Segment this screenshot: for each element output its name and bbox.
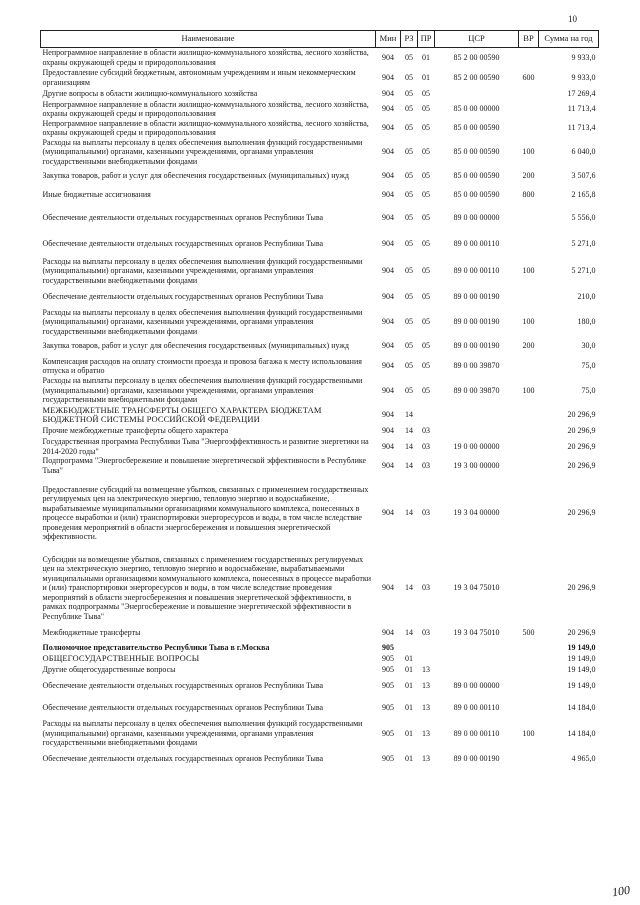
cell-name: Расходы на выплаты персоналу в целях обеспечения выполнения функций государственными (муниципальными) органами, казенными учреждениями, органами управления государственными внебюджетными фондами xyxy=(42,719,363,747)
cell-rz: 05 xyxy=(405,123,413,133)
cell-sum: 3 507,6 xyxy=(571,171,596,181)
cell-vr: 100 xyxy=(522,728,535,738)
cell-sum: 20 296,9 xyxy=(567,460,596,470)
cell-min: 904 xyxy=(382,385,394,395)
cell-vr: 600 xyxy=(522,72,535,82)
cell-sum: 75,0 xyxy=(581,385,596,395)
cell-pr: 05 xyxy=(422,385,430,395)
cell-sum: 210,0 xyxy=(577,291,596,301)
cell-vr xyxy=(519,88,539,100)
cell-name: Обеспечение деятельности отдельных государственных органов Республики Тыва xyxy=(42,212,324,222)
cell-sum: 5 271,0 xyxy=(571,238,596,248)
cell-min: 904 xyxy=(382,190,394,200)
cell-rz: 05 xyxy=(405,53,413,62)
cell-vr: 800 xyxy=(522,190,535,200)
cell-rz: 01 xyxy=(405,681,413,691)
cell-rz: 05 xyxy=(405,238,413,248)
cell-pr: 05 xyxy=(422,341,430,351)
cell-name: Непрограммное направление в области жилищно-коммунального хозяйства, лесного хозяйства, охраны окружающей среды и природопользования xyxy=(42,118,369,137)
cell-name: Компенсация расходов на оплату стоимости проезда и провоза багажа к месту использования отпуска и обратно xyxy=(42,356,362,375)
cell-rz: 14 xyxy=(405,628,413,638)
cell-min: 904 xyxy=(382,426,394,436)
cell-rz: 05 xyxy=(405,212,413,222)
cell-rz: 01 xyxy=(405,728,413,738)
cell-csr: 19 3 04 00000 xyxy=(453,508,500,518)
cell-vr: 500 xyxy=(522,628,535,638)
cell-vr xyxy=(519,119,539,138)
table-row xyxy=(41,664,599,675)
cell-csr: 89 0 00 00000 xyxy=(453,681,500,691)
cell-min: 904 xyxy=(382,123,394,133)
cell-sum: 14 184,0 xyxy=(567,703,596,713)
cell-pr xyxy=(418,405,435,425)
cell-rz: 14 xyxy=(405,441,413,451)
cell-name: Обеспечение деятельности отдельных государственных органов Республики Тыва xyxy=(42,238,324,248)
cell-rz: 05 xyxy=(405,385,413,395)
cell-pr: 03 xyxy=(422,628,430,638)
cell-min: 905 xyxy=(382,703,394,713)
cell-min: 905 xyxy=(382,664,394,674)
cell-pr: 13 xyxy=(422,664,430,674)
cell-min: 905 xyxy=(382,642,394,652)
cell-vr xyxy=(519,748,539,770)
cell-pr: 03 xyxy=(422,508,430,518)
cell-min: 904 xyxy=(382,628,394,638)
cell-sum: 19 149,0 xyxy=(567,664,596,674)
cell-rz: 05 xyxy=(405,88,413,98)
cell-vr: 200 xyxy=(522,171,535,181)
cell-name: Иные бюджетные ассигнования xyxy=(42,190,151,200)
table-row xyxy=(41,186,599,205)
cell-min: 904 xyxy=(382,583,394,593)
table-row xyxy=(41,376,599,405)
table-row xyxy=(41,205,599,231)
cell-sum: 5 271,0 xyxy=(571,266,596,276)
cell-min: 904 xyxy=(382,238,394,248)
cell-rz: 05 xyxy=(405,317,413,326)
table-row xyxy=(41,641,599,654)
cell-pr: 13 xyxy=(422,753,430,763)
cell-name: Государственная программа Республики Тыва "Энергоэффективность и развитие энергетики на 2014-2020 годы" xyxy=(42,437,369,456)
table-row xyxy=(41,308,599,337)
cell-csr: 85 0 00 00000 xyxy=(453,104,500,114)
cell-pr xyxy=(418,654,435,664)
cell-name: Прочие межбюджетные трансферты общего характера xyxy=(42,426,229,436)
cell-csr: 85 2 00 00590 xyxy=(453,53,500,62)
cell-vr xyxy=(519,654,539,664)
table-row xyxy=(41,748,599,770)
cell-min: 905 xyxy=(382,728,394,738)
cell-pr: 05 xyxy=(422,190,430,200)
cell-sum: 14 184,0 xyxy=(567,728,596,738)
cell-csr: 89 0 00 39870 xyxy=(453,385,500,395)
table-row xyxy=(41,257,599,286)
cell-sum: 5 556,0 xyxy=(571,212,596,222)
cell-vr: 100 xyxy=(522,147,535,157)
cell-name: ОБЩЕГОСУДАРСТВЕННЫЕ ВОПРОСЫ xyxy=(42,653,200,664)
cell-name: Расходы на выплаты персоналу в целях обеспечения выполнения функций государственными (муниципальными) органами, казенными учреждениями, органами управления государственными внебюджетными фондами xyxy=(42,307,363,336)
cell-csr: 89 0 00 00190 xyxy=(453,341,500,351)
cell-vr xyxy=(519,100,539,119)
cell-rz: 05 xyxy=(405,190,413,200)
cell-rz: 01 xyxy=(405,664,413,674)
cell-rz: 05 xyxy=(405,171,413,181)
cell-name: МЕЖБЮДЖЕТНЫЕ ТРАНСФЕРТЫ ОБЩЕГО ХАРАКТЕРА БЮДЖЕТАМ БЮДЖЕТНОЙ СИСТЕМЫ РОССИЙСКОЙ ФЕДЕРАЦИИ xyxy=(42,404,322,424)
table-row xyxy=(41,425,599,437)
cell-sum: 17 269,4 xyxy=(567,88,596,98)
cell-vr xyxy=(519,664,539,675)
cell-min: 904 xyxy=(382,212,394,222)
table-row xyxy=(41,551,599,625)
cell-csr: 89 0 00 00000 xyxy=(453,212,500,222)
cell-sum: 20 296,9 xyxy=(567,508,596,518)
table-row xyxy=(41,456,599,475)
header-min: Мин xyxy=(376,31,401,48)
cell-sum: 2 165,8 xyxy=(571,190,596,200)
header-csr: ЦСР xyxy=(435,31,519,48)
cell-csr: 19 0 00 00000 xyxy=(453,441,500,451)
cell-rz xyxy=(401,641,418,654)
cell-min: 904 xyxy=(382,147,394,157)
cell-csr: 89 0 00 39870 xyxy=(453,361,500,371)
cell-pr: 05 xyxy=(422,123,430,133)
table-row xyxy=(41,231,599,257)
cell-rz: 14 xyxy=(405,460,413,470)
cell-csr: 89 0 00 00110 xyxy=(453,266,500,276)
cell-vr xyxy=(519,48,539,68)
table-row xyxy=(41,286,599,308)
cell-sum: 20 296,9 xyxy=(567,441,596,451)
cell-pr: 05 xyxy=(422,266,430,276)
cell-vr xyxy=(519,437,539,456)
cell-min: 904 xyxy=(382,266,394,276)
table-row xyxy=(41,48,599,68)
page-number: 10 xyxy=(568,14,577,24)
cell-min: 904 xyxy=(382,72,394,82)
cell-csr: 89 0 00 00110 xyxy=(453,703,500,713)
cell-pr: 13 xyxy=(422,728,430,738)
cell-pr: 03 xyxy=(422,460,430,470)
table-row xyxy=(41,675,599,697)
cell-vr xyxy=(519,425,539,437)
cell-name: Закупка товаров, работ и услуг для обеспечения государственных (муниципальных) нужд xyxy=(42,341,349,351)
cell-csr: 89 0 00 00110 xyxy=(453,238,500,248)
cell-min: 904 xyxy=(382,291,394,301)
cell-vr: 100 xyxy=(522,266,535,276)
cell-rz: 05 xyxy=(405,266,413,276)
cell-name: Обеспечение деятельности отдельных государственных органов Республики Тыва xyxy=(42,703,324,713)
cell-sum: 9 933,0 xyxy=(571,53,596,62)
table-row xyxy=(41,405,599,425)
cell-csr xyxy=(435,641,519,654)
cell-name: Непрограммное направление в области жилищно-коммунального хозяйства, лесного хозяйства, охраны окружающей среды и природопользования xyxy=(42,99,369,118)
cell-min: 904 xyxy=(382,317,394,326)
cell-pr: 05 xyxy=(422,291,430,301)
cell-vr xyxy=(519,231,539,257)
cell-pr: 13 xyxy=(422,681,430,691)
cell-vr: 200 xyxy=(522,341,535,351)
cell-pr: 05 xyxy=(422,361,430,371)
cell-vr xyxy=(519,697,539,719)
cell-vr xyxy=(519,456,539,475)
cell-sum: 9 933,0 xyxy=(571,72,596,82)
header-rz: РЗ xyxy=(401,31,418,48)
table-row xyxy=(41,100,599,119)
cell-name: Обеспечение деятельности отдельных государственных органов Республики Тыва xyxy=(42,291,324,301)
cell-min: 904 xyxy=(382,53,394,62)
cell-pr: 13 xyxy=(422,703,430,713)
budget-table xyxy=(40,30,599,770)
cell-vr xyxy=(519,405,539,425)
cell-csr: 85 0 00 00590 xyxy=(453,123,500,133)
table-row xyxy=(41,437,599,456)
table-row xyxy=(41,138,599,167)
cell-name: Расходы на выплаты персоналу в целях обеспечения выполнения функций государственными (муниципальными) органами, казенными учреждениями, органами управления государственными внебюджетными фондами xyxy=(42,256,363,285)
cell-sum: 30,0 xyxy=(581,341,596,351)
cell-min: 904 xyxy=(382,104,394,114)
cell-name: Закупка товаров, работ и услуг для обеспечения государственных (муниципальных) нужд xyxy=(42,171,349,181)
cell-pr: 03 xyxy=(422,426,430,436)
cell-rz: 01 xyxy=(405,703,413,713)
cell-pr: 05 xyxy=(422,171,430,181)
cell-rz: 05 xyxy=(405,147,413,157)
cell-min: 905 xyxy=(382,753,394,763)
header-name: Наименование xyxy=(41,31,376,48)
cell-min: 905 xyxy=(382,654,394,664)
cell-pr: 05 xyxy=(422,147,430,157)
header-pr: ПР xyxy=(418,31,435,48)
cell-min: 905 xyxy=(382,681,394,691)
cell-sum: 19 149,0 xyxy=(567,654,596,664)
cell-rz: 05 xyxy=(405,104,413,114)
cell-pr: 05 xyxy=(422,238,430,248)
cell-rz: 14 xyxy=(405,508,413,518)
cell-sum: 4 965,0 xyxy=(571,753,596,763)
cell-csr: 19 3 04 75010 xyxy=(453,628,500,638)
cell-min: 904 xyxy=(382,460,394,470)
cell-sum: 11 713,4 xyxy=(567,123,596,133)
cell-name: Предоставление субсидий на возмещение убытков, связанных с применением государственных регулируемых цен на электрическую энергию, тепловую энергию и водоснабжение, вырабатываемые муниципальными организациями коммунального комплекса, понесенных в процессе выработки и (или) транспортировки энергоресурсов и воды, в том числе вследствие проведения мероприятий в области энергосбережения и повышения энергетической эффективности. xyxy=(42,484,369,541)
cell-name: Предоставление субсидий бюджетным, автономным учреждениям и иным некоммерческим организациям xyxy=(42,68,356,87)
cell-name: Расходы на выплаты персоналу в целях обеспечения выполнения функций государственными (муниципальными) органами, казенными учреждениями, органами управления государственными внебюджетными фондами xyxy=(42,376,363,405)
cell-name: Субсидии на возмещение убытков, связанных с применением государственных регулируемых цен на электрическую энергию, тепловую энергию и водоснабжение, вырабатываемыми муниципальными организациями коммунального комплекса, понесенных в процессе выработки и (или) транспортировки энергоресурсов и воды, в том числе вследствие проведения мероприятий в области энергосбережения и повышения энергетической эффективности, в рамках подпрограммы "Энергосбережение и повышение энергетической эффективности в Республике Тыва" xyxy=(42,554,372,621)
cell-vr xyxy=(519,286,539,308)
table-row xyxy=(41,68,599,88)
header-vr: ВР xyxy=(519,31,539,48)
cell-rz: 01 xyxy=(405,753,413,763)
cell-vr xyxy=(519,675,539,697)
cell-name: Расходы на выплаты персоналу в целях обеспечения выполнения функций государственными (муниципальными) органами, казенными учреждениями, органами управления государственными внебюджетными фондами xyxy=(42,137,363,166)
table-row xyxy=(41,167,599,186)
handwritten-note: 100 xyxy=(611,882,631,900)
cell-csr: 19 3 04 75010 xyxy=(453,583,500,593)
cell-name: Межбюджетные трансферты xyxy=(42,628,141,638)
cell-sum: 19 149,0 xyxy=(567,642,596,652)
cell-csr: 19 3 00 00000 xyxy=(453,460,500,470)
cell-csr: 85 0 00 00590 xyxy=(453,190,500,200)
cell-vr xyxy=(519,356,539,376)
cell-sum: 20 296,9 xyxy=(567,628,596,638)
cell-sum: 75,0 xyxy=(581,361,596,371)
cell-vr xyxy=(519,551,539,625)
cell-rz: 05 xyxy=(405,341,413,351)
cell-csr: 89 0 00 00190 xyxy=(453,317,500,326)
cell-pr xyxy=(418,641,435,654)
cell-csr: 85 2 00 00590 xyxy=(453,72,500,82)
cell-name: Другие общегосударственные вопросы xyxy=(42,664,176,674)
cell-rz: 14 xyxy=(405,410,413,420)
table-row xyxy=(41,697,599,719)
cell-vr: 100 xyxy=(522,317,535,326)
cell-sum: 20 296,9 xyxy=(567,426,596,436)
cell-name: Обеспечение деятельности отдельных государственных органов Республики Тыва xyxy=(42,681,324,691)
cell-min: 904 xyxy=(382,88,394,98)
cell-name: Другие вопросы в области жилищно-коммунального хозяйства xyxy=(42,88,258,98)
header-sum: Сумма на год xyxy=(539,31,599,48)
cell-csr xyxy=(435,88,519,100)
cell-pr: 03 xyxy=(422,441,430,451)
cell-min: 904 xyxy=(382,361,394,371)
cell-sum: 20 296,9 xyxy=(567,583,596,593)
table-row xyxy=(41,119,599,138)
cell-csr: 89 0 00 00110 xyxy=(453,728,500,738)
cell-rz: 05 xyxy=(405,72,413,82)
cell-vr: 100 xyxy=(522,385,535,395)
cell-sum: 180,0 xyxy=(577,317,596,326)
cell-sum: 20 296,9 xyxy=(567,410,596,420)
cell-csr: 85 0 00 00590 xyxy=(453,147,500,157)
cell-vr xyxy=(519,205,539,231)
cell-name: Подпрограмма "Энергосбережение и повышение энергетической эффективности в Республике Тыва" xyxy=(42,456,367,475)
cell-csr xyxy=(435,405,519,425)
cell-min: 904 xyxy=(382,441,394,451)
cell-csr xyxy=(435,425,519,437)
table-row xyxy=(41,475,599,551)
cell-rz: 05 xyxy=(405,361,413,371)
table-row xyxy=(41,654,599,664)
cell-sum: 19 149,0 xyxy=(567,681,596,691)
cell-sum: 11 713,4 xyxy=(567,104,596,114)
cell-pr: 01 xyxy=(422,53,430,62)
cell-rz: 14 xyxy=(405,426,413,436)
table-row xyxy=(41,336,599,356)
cell-pr: 05 xyxy=(422,317,430,326)
cell-name: Обеспечение деятельности отдельных государственных органов Республики Тыва xyxy=(42,753,324,763)
cell-pr: 05 xyxy=(422,212,430,222)
cell-vr xyxy=(519,475,539,551)
cell-vr xyxy=(519,641,539,654)
table-row xyxy=(41,719,599,748)
cell-name: Непрограммное направление в области жилищно-коммунального хозяйства, лесного хозяйства, охраны окружающей среды и природопользования xyxy=(42,48,369,67)
cell-csr xyxy=(435,664,519,675)
cell-min: 904 xyxy=(382,171,394,181)
cell-rz: 05 xyxy=(405,291,413,301)
cell-csr: 89 0 00 00190 xyxy=(453,291,500,301)
cell-csr xyxy=(435,654,519,664)
table-row xyxy=(41,88,599,100)
cell-min: 904 xyxy=(382,341,394,351)
table-row xyxy=(41,625,599,641)
cell-pr: 05 xyxy=(422,88,430,98)
table-body xyxy=(41,48,599,770)
cell-name: Полномочное представительство Республики Тыва в г.Москва xyxy=(42,642,270,652)
cell-csr: 85 0 00 00590 xyxy=(453,171,500,181)
cell-min: 904 xyxy=(382,508,394,518)
cell-pr: 01 xyxy=(422,72,430,82)
cell-min: 904 xyxy=(382,410,394,420)
cell-rz: 01 xyxy=(405,654,413,664)
table-header-row xyxy=(41,31,599,48)
cell-sum: 6 040,0 xyxy=(571,147,596,157)
table-row xyxy=(41,356,599,376)
cell-pr: 05 xyxy=(422,104,430,114)
cell-pr: 03 xyxy=(422,583,430,593)
cell-csr: 89 0 00 00190 xyxy=(453,753,500,763)
cell-rz: 14 xyxy=(405,583,413,593)
